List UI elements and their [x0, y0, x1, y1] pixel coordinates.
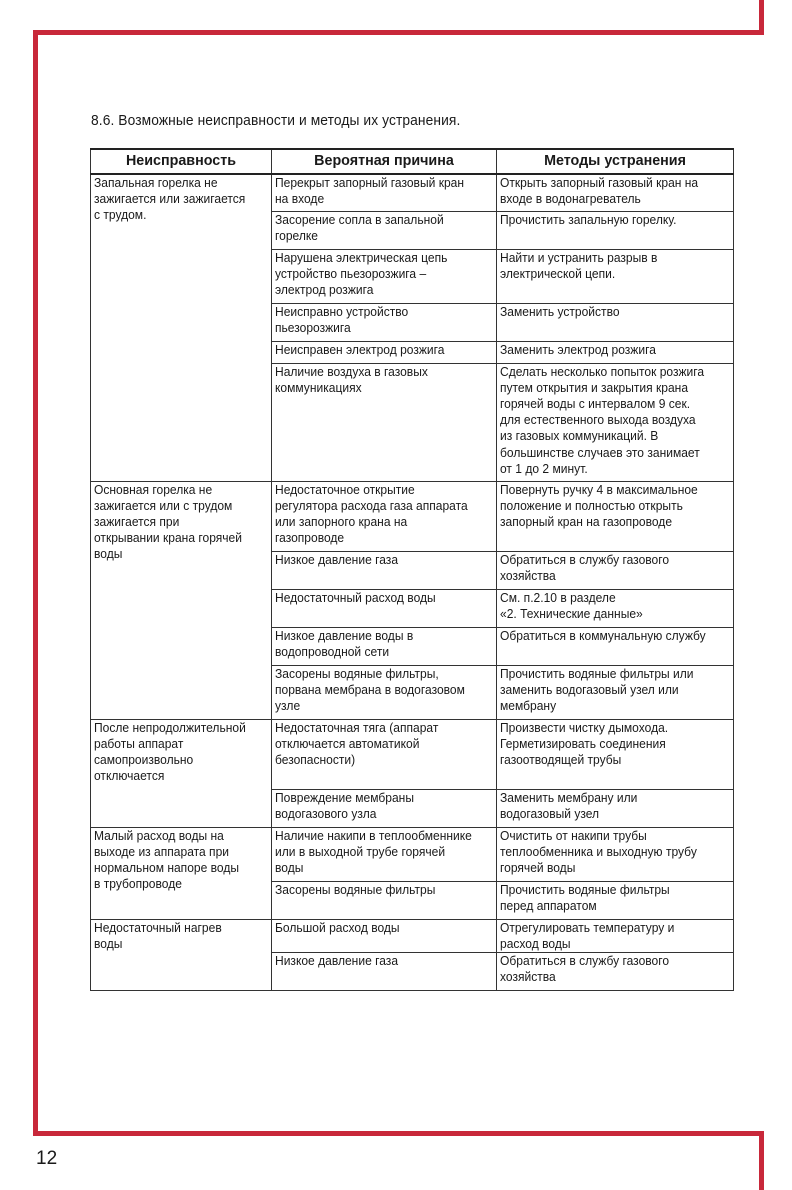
cause-cell [272, 211, 497, 249]
fault-text: После непродолжительной работы аппарат самопроизвольно отключается [94, 719, 246, 784]
fix-cell [497, 211, 734, 249]
cause-text: Недостаточный расход воды [275, 589, 436, 605]
fix-text: Повернуть ручку 4 в максимальное положение и полностью открыть запорный кран на газопроводе [500, 481, 698, 529]
cause-text: Низкое давление воды в водопроводной сети [275, 627, 414, 659]
fix-text: Произвести чистку дымохода. Герметизировать соединения газоотводящей трубы [500, 719, 669, 767]
cause-text: Засорение сопла в запальной горелке [275, 211, 444, 243]
fix-text: Открыть запорный газовый кран на входе в водонагреватель [500, 175, 699, 207]
cause-text: Наличие воздуха в газовых коммуникациях [275, 363, 428, 395]
table-header-row [91, 149, 734, 174]
fix-text: Прочистить водяные фильтры или заменить водогазовый узел или мембрану [500, 665, 694, 713]
cause-cell [272, 589, 497, 627]
fault-text: Основная горелка не зажигается или с трудом зажигается при открывании крана горячей воды [94, 481, 242, 562]
cause-cell [272, 341, 497, 363]
cause-cell [272, 627, 497, 665]
fault-cell [91, 919, 272, 990]
table-row [91, 174, 734, 211]
cause-cell [272, 881, 497, 919]
fix-text: Отрегулировать температуру и расход воды [500, 919, 675, 951]
fix-text: Прочистить запальную горелку. [500, 211, 677, 227]
fix-cell [497, 827, 734, 881]
section-title: 8.6. Возможные неисправности и методы их устранения. [91, 112, 461, 129]
fix-text: См. п.2.10 в разделе «2. Технические данные» [500, 589, 643, 621]
cause-cell [272, 919, 497, 952]
fault-cell [91, 481, 272, 719]
frame-left-line [33, 30, 38, 1136]
cause-cell [272, 789, 497, 827]
cause-text: Большой расход воды [275, 919, 400, 935]
fix-cell [497, 589, 734, 627]
cause-cell [272, 481, 497, 551]
cause-cell [272, 827, 497, 881]
cause-cell [272, 551, 497, 589]
cause-cell [272, 174, 497, 211]
fix-text: Обратиться в службу газового хозяйства [500, 952, 670, 985]
fix-text: Заменить электрод розжига [500, 341, 656, 357]
fix-text: Очистить от накипи трубы теплообменника и выходную трубу горячей воды [500, 827, 697, 875]
fix-cell [497, 341, 734, 363]
header-fault: Неисправность [91, 149, 272, 174]
frame-top-line [33, 30, 764, 35]
fix-cell [497, 952, 734, 990]
cause-cell [272, 952, 497, 990]
cause-text: Наличие накипи в теплообменнике или в выходной трубе горячей воды [275, 827, 472, 875]
table-row [91, 481, 734, 551]
fix-cell [497, 719, 734, 789]
fix-text: Найти и устранить разрыв в электрической цепи. [500, 249, 658, 281]
fix-cell [497, 789, 734, 827]
fault-cell [91, 827, 272, 919]
cause-cell [272, 719, 497, 789]
fix-text: Прочистить водяные фильтры перед аппаратом [500, 881, 670, 913]
cause-text: Низкое давление газа [275, 551, 399, 567]
table-row [91, 919, 734, 952]
fix-cell [497, 919, 734, 952]
cause-text: Низкое давление газа [275, 952, 399, 968]
fix-cell [497, 174, 734, 211]
fix-cell [497, 481, 734, 551]
fix-cell [497, 303, 734, 341]
frame-bottom-right-line [759, 1131, 764, 1190]
cause-text: Засорены водяные фильтры, порвана мембрана в водогазовом узле [275, 665, 465, 713]
cause-cell [272, 249, 497, 303]
cause-cell [272, 665, 497, 719]
cause-text: Недостаточное открытие регулятора расхода газа аппарата или запорного крана на газопроводе [275, 481, 468, 546]
fix-cell [497, 551, 734, 589]
fix-text: Заменить устройство [500, 303, 620, 319]
cause-text: Перекрыт запорный газовый кран на входе [275, 175, 465, 207]
cause-text: Недостаточная тяга (аппарат отключается автоматикой безопасности) [275, 719, 439, 767]
page-number: 12 [36, 1148, 58, 1169]
frame-bottom-line [33, 1131, 764, 1136]
fix-text: Сделать несколько попыток розжига путем открытия и закрытия крана горячей воды с интервалом 9 сек. для естественного выхода воздуха из газовых коммуникаций. В большинстве случаев это занимает от 1 до 2 минут. [500, 363, 705, 476]
fault-text: Недостаточный нагрев воды [94, 919, 222, 951]
header-fix: Методы устранения [497, 149, 734, 174]
frame-right-line [759, 0, 764, 35]
fix-text: Заменить мембрану или водогазовый узел [500, 789, 638, 821]
cause-cell [272, 303, 497, 341]
cause-text: Повреждение мембраны водогазового узла [275, 789, 414, 821]
cause-text: Нарушена электрическая цепь устройство пьезорозжига – электрод розжига [275, 249, 448, 297]
fault-text: Малый расход воды на выходе из аппарата при нормальном напоре воды в трубопроводе [94, 827, 240, 892]
header-cause: Вероятная причина [272, 149, 497, 174]
table-row [91, 719, 734, 789]
fix-cell [497, 881, 734, 919]
fault-text: Запальная горелка не зажигается или зажигается с трудом. [94, 175, 246, 223]
fix-text: Обратиться в службу газового хозяйства [500, 551, 670, 583]
cause-text: Неисправно устройство пьезорозжига [275, 303, 409, 335]
cause-text: Неисправен электрод розжига [275, 341, 445, 357]
fix-cell [497, 665, 734, 719]
table-row [91, 827, 734, 881]
troubleshooting-table [90, 148, 734, 991]
fault-cell [91, 174, 272, 481]
table-body [91, 174, 734, 990]
fix-cell [497, 249, 734, 303]
fault-cell [91, 719, 272, 827]
fix-text: Обратиться в коммунальную службу [500, 627, 706, 643]
cause-text: Засорены водяные фильтры [275, 881, 436, 897]
fix-cell [497, 627, 734, 665]
fix-cell [497, 363, 734, 481]
cause-cell [272, 363, 497, 481]
